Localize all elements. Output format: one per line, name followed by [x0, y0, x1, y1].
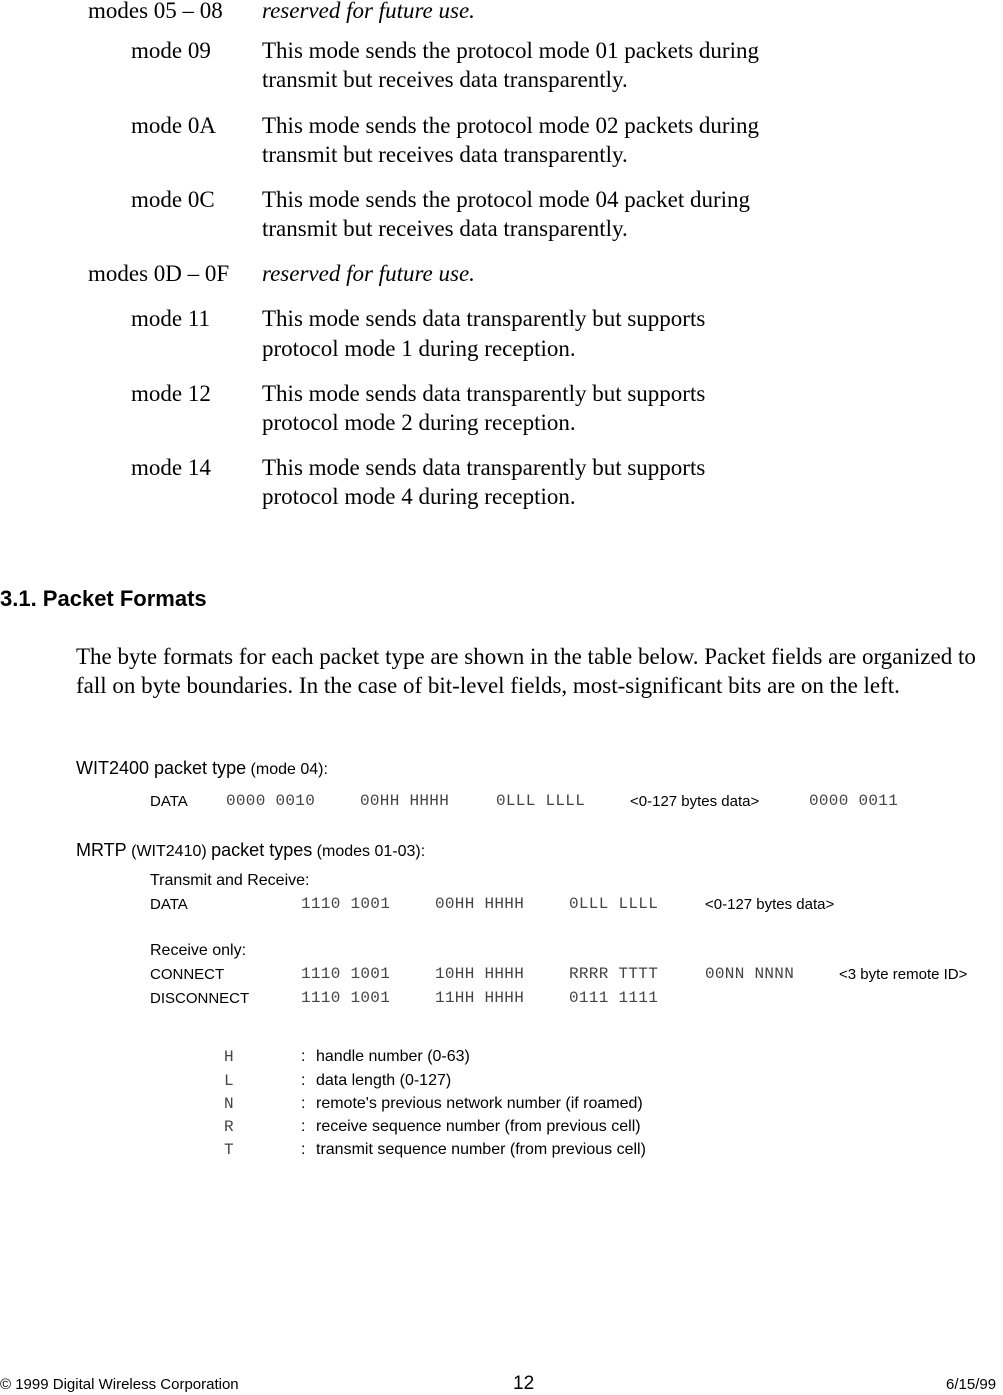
mrtp-title — [76, 840, 425, 861]
legend-key-l: L — [224, 1072, 234, 1090]
mode-desc-14-line1: This mode sends data transparently but supports — [262, 455, 706, 480]
wit2400-data-byte1: 0000 0010 — [226, 792, 316, 810]
wit2400-title — [76, 758, 328, 779]
mode-desc-09-line1: This mode sends the protocol mode 01 packets during — [262, 38, 759, 63]
mrtp-connect-byte2: 10HH HHHH — [435, 965, 525, 983]
legend-desc-h: handle number (0-63) — [316, 1048, 470, 1065]
mode-desc-0c-line2: transmit but receives data transparently. — [262, 216, 628, 241]
footer-page-number: 12 — [513, 1373, 535, 1394]
legend-desc-l: data length (0-127) — [316, 1072, 452, 1089]
mrtp-connect-byte4: 00NN NNNN — [705, 965, 795, 983]
legend-key-t: T — [224, 1141, 234, 1159]
legend-sep-r: : — [301, 1118, 306, 1135]
wit2400-data-byte4: 0000 0011 — [809, 792, 899, 810]
section-heading: 3.1. Packet Formats — [0, 586, 207, 611]
mrtp-data-note: <0-127 bytes data> — [705, 896, 835, 913]
mrtp-connect-byte1: 1110 1001 — [301, 965, 391, 983]
mode-label-0c: mode 0C — [131, 187, 215, 212]
mode-desc-12-line1: This mode sends data transparently but supports — [262, 381, 706, 406]
mode-desc-11-line2: protocol mode 1 during reception. — [262, 336, 576, 361]
mrtp-data-byte2: 00HH HHHH — [435, 895, 525, 913]
mode-desc-14-line2: protocol mode 4 during reception. — [262, 484, 576, 509]
wit2400-data-note: <0-127 bytes data> — [630, 793, 760, 810]
mode-label-14: mode 14 — [131, 455, 211, 480]
mrtp-connect-note: <3 byte remote ID> — [839, 966, 968, 983]
mode-label-0d-0f: modes 0D – 0F — [88, 261, 230, 286]
mode-desc-0a-line2: transmit but receives data transparently. — [262, 142, 628, 167]
mrtp-title-c: packet types — [211, 840, 313, 860]
mrtp-disconnect-byte3: 0111 1111 — [569, 989, 659, 1007]
legend-key-h: H — [224, 1048, 234, 1066]
legend-key-r: R — [224, 1118, 234, 1136]
mode-desc-05-08: reserved for future use. — [262, 0, 475, 23]
legend-desc-r: receive sequence number (from previous cell) — [316, 1118, 641, 1135]
wit2400-data-byte3: 0LLL LLLL — [496, 792, 586, 810]
mode-desc-0d-0f: reserved for future use. — [262, 261, 475, 286]
mode-label-09: mode 09 — [131, 38, 211, 63]
footer-copyright: © 1999 Digital Wireless Corporation — [0, 1376, 239, 1393]
legend-desc-n: remote's previous network number (if roamed) — [316, 1095, 643, 1112]
mrtp-data-byte3: 0LLL LLLL — [569, 895, 659, 913]
legend-sep-l: : — [301, 1072, 306, 1089]
intro-paragraph: The byte formats for each packet type are shown in the table below. Packet fields are organized to fall on byte boundaries. In the case of bit-level fields, most-significant bits are on the left. — [76, 644, 976, 698]
mode-label-05-08: modes 05 – 08 — [88, 0, 223, 23]
mrtp-disconnect-byte2: 11HH HHHH — [435, 989, 525, 1007]
mode-desc-12-line2: protocol mode 2 during reception. — [262, 410, 576, 435]
mode-label-11: mode 11 — [131, 306, 210, 331]
mrtp-connect-name: CONNECT — [150, 966, 225, 983]
wit2400-title-main: WIT2400 packet type — [76, 758, 247, 778]
mode-label-12: mode 12 — [131, 381, 211, 406]
legend-key-n: N — [224, 1095, 234, 1113]
mrtp-title-b: (WIT2410) — [131, 843, 207, 860]
legend-desc-t: transmit sequence number (from previous cell) — [316, 1141, 646, 1158]
footer-date: 6/15/99 — [946, 1376, 997, 1393]
mrtp-title-a: MRTP — [76, 840, 127, 860]
mode-label-0a: mode 0A — [131, 113, 216, 138]
mrtp-disconnect-name: DISCONNECT — [150, 990, 250, 1007]
legend-sep-t: : — [301, 1141, 306, 1158]
mode-desc-0c-line1: This mode sends the protocol mode 04 packet during — [262, 187, 751, 212]
mrtp-txrx-label: Transmit and Receive: — [150, 872, 310, 889]
wit2400-data-byte2: 00HH HHHH — [360, 792, 450, 810]
mrtp-data-byte1: 1110 1001 — [301, 895, 391, 913]
mode-desc-0a-line1: This mode sends the protocol mode 02 packets during — [262, 113, 759, 138]
mrtp-connect-byte3: RRRR TTTT — [569, 965, 659, 983]
mode-desc-09-line2: transmit but receives data transparently. — [262, 67, 628, 92]
mrtp-disconnect-byte1: 1110 1001 — [301, 989, 391, 1007]
wit2400-data-name: DATA — [150, 793, 188, 810]
mode-desc-11-line1: This mode sends data transparently but supports — [262, 306, 706, 331]
legend-sep-n: : — [301, 1095, 306, 1112]
legend-sep-h: : — [301, 1048, 306, 1065]
mrtp-title-d: (modes 01-03): — [316, 843, 426, 860]
mrtp-data-name: DATA — [150, 896, 188, 913]
wit2400-title-sub: (mode 04): — [250, 761, 328, 778]
mrtp-rx-label: Receive only: — [150, 942, 247, 959]
